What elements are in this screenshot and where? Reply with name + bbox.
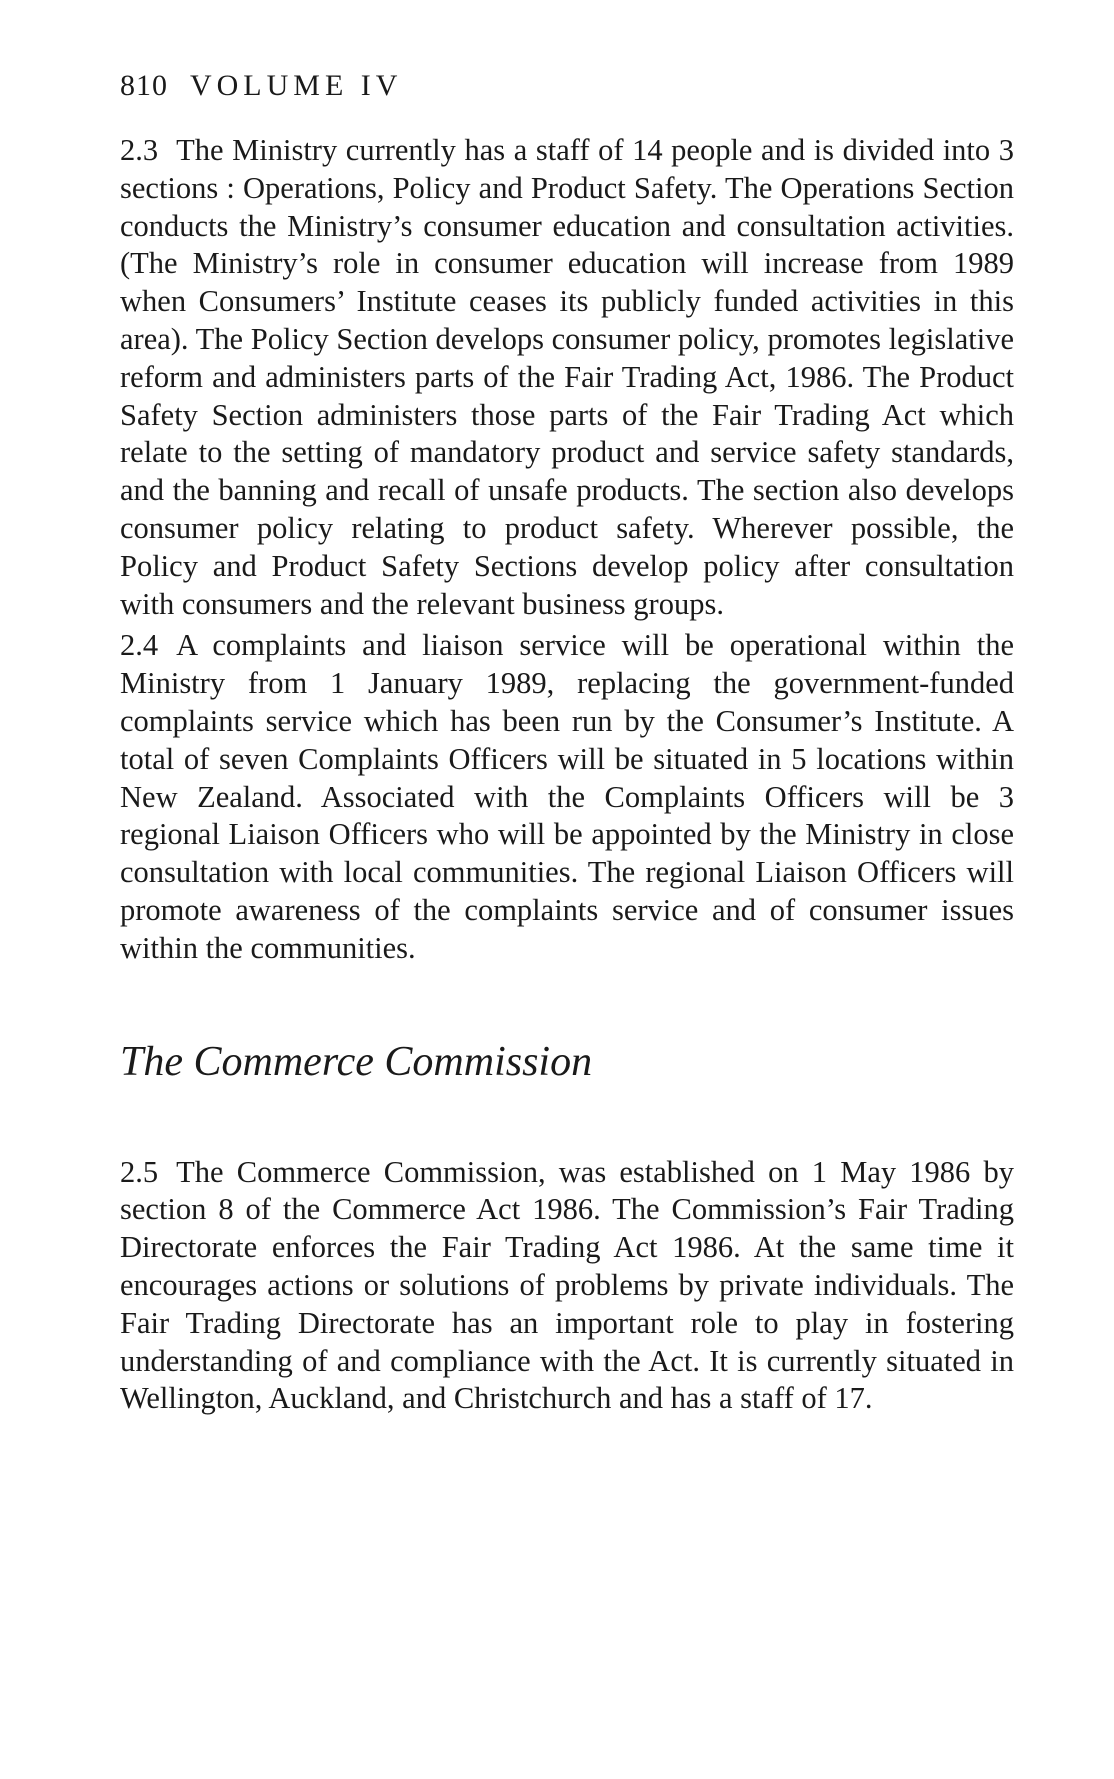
paragraph-text: A complaints and liaison service will be operational within the Ministry from 1 January 1989, replacing the government-funded complaints service which has been run by the Consumer’s Institute. A total of seven Complaints Officers will be situated in 5 locations within New Zealand. Associated with the Complaints Officers will be 3 regional Liaison Officers who will be appointed by the Ministry in close consultation with local communities. The regional Liaison Officers will promote awareness of the complaints service and of consumer issues within the communities. [120,628,1014,965]
volume-label: VOLUME IV [189,69,403,102]
paragraph-text: The Ministry currently has a staff of 14 people and is divided into 3 sections : Operations, Policy and Product Safety. The Operations Section conducts the Ministry’s consumer education and consultation activities. (The Ministry’s role in consumer education will increase from 1989 when Consumers’ Institute ceases its publicly funded activities in this area). The Policy Section develops consumer policy, promotes legislative reform and administers parts of the Fair Trading Act, 1986. The Product Safety Section administers those parts of the Fair Trading Act which relate to the setting of mandatory product and service safety standards, and the banning and recall of unsafe products. The section also develops consumer policy relating to product safety. Wherever possible, the Policy and Product Safety Sections develop policy after consultation with consumers and the relevant business groups. [120,133,1014,621]
paragraph-2-4 [120,627,1014,967]
running-head [120,68,1014,104]
paragraph-number: 2.3 [120,133,159,167]
paragraph-number: 2.5 [120,1154,159,1189]
document-page [120,68,1014,1418]
page-number: 810 [120,69,168,102]
paragraph-2-5 [120,1154,1014,1419]
section-heading: The Commerce Commission [120,1038,593,1085]
paragraph-text: The Commerce Commission, was established on 1 May 1986 by section 8 of the Commerce Act 1986. The Commission’s Fair Trading Directorate enforces the Fair Trading Act 1986. At the same time it encourages actions or solutions of problems by private individuals. The Fair Trading Directorate has an important role to play in fostering understanding of and compliance with the Act. It is currently situated in Wellington, Auckland, and Christchurch and has a staff of 17. [120,1154,1014,1416]
paragraph-number: 2.4 [120,628,159,663]
paragraph-2-3 [120,132,1014,623]
